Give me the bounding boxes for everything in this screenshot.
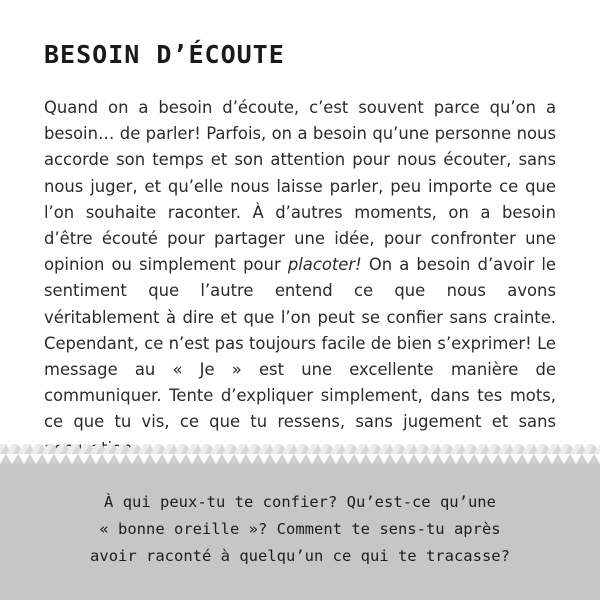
question-line-2: « bonne oreille »? Comment te sens-tu après <box>99 520 501 538</box>
decorative-triangle-border <box>0 444 600 464</box>
page-title: BESOIN D’ÉCOUTE <box>44 40 285 69</box>
body-paragraph <box>44 95 556 462</box>
reflection-question <box>30 489 570 570</box>
question-line-3: avoir raconté à quelqu’un ce qui te tracasse? <box>90 547 510 565</box>
question-line-1: À qui peux-tu te confier? Qu’est-ce qu’une <box>104 493 496 511</box>
body-text-part1: Quand on a besoin d’écoute, c’est souvent parce qu’on a besoin… de parler! Parfois, on a besoin qu’une personne nous accorde son temps et son attention pour nous écouter, sans nous juger, et qu’elle nous laisse parler, peu importe ce que l’on souhaite raconter. À d’autres moments, on a besoin d’être écouté pour partager une idée, pour confronter une opinion ou simplement pour <box>44 98 556 275</box>
body-text-part2: On a besoin d’avoir le sentiment que l’autre entend ce que nous avons véritablement à dire et que l’on peut se confier sans crainte. Cependant, ce n’est pas toujours facile de bien s’exprimer! Le message au « Je » est une excellente manière de communiquer. Tente d’expliquer simplement, dans tes mots, ce que tu vis, ce que tu ressens, sans jugement et sans <box>44 255 556 432</box>
body-text-italic: placoter! <box>287 255 362 275</box>
